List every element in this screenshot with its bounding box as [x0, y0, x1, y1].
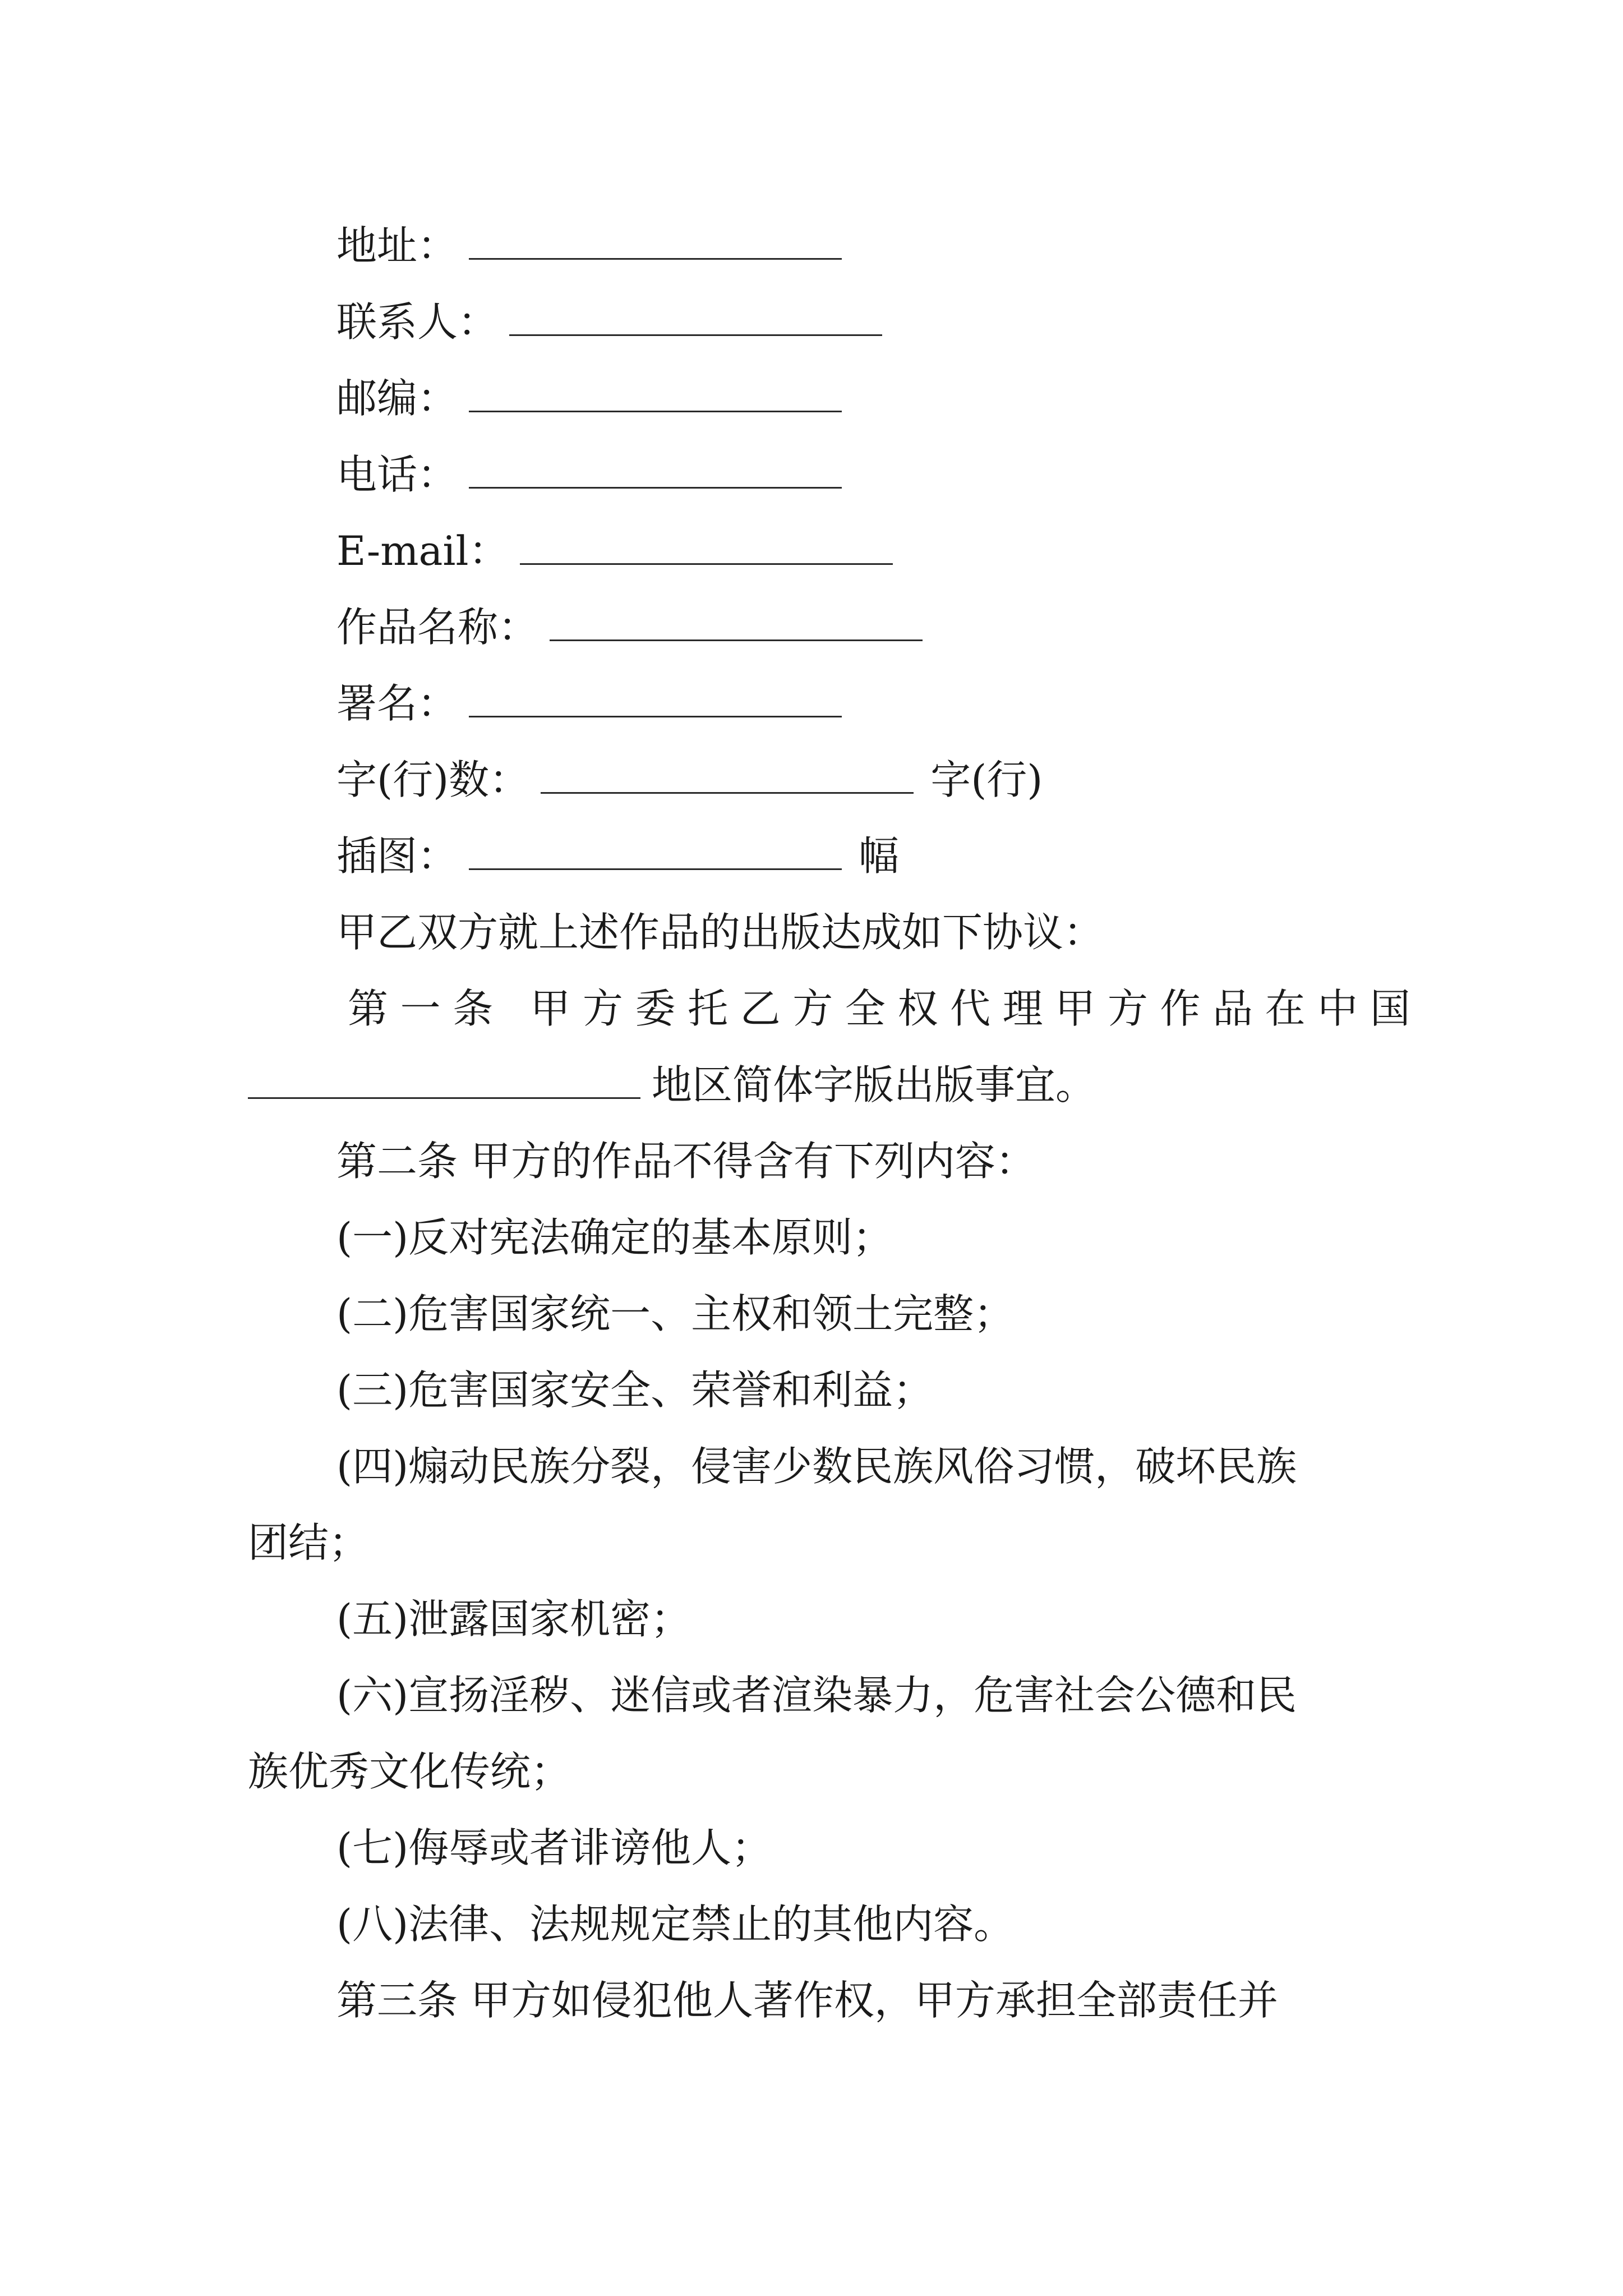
- address-blank[interactable]: [469, 224, 842, 260]
- field-word-count: [336, 754, 1043, 806]
- article-2-item-continued: 团结；: [248, 1519, 370, 1566]
- field-contact: [336, 296, 893, 348]
- field-suffix: 字(行): [930, 756, 1043, 803]
- illustrations-blank[interactable]: [469, 835, 842, 870]
- field-suffix: 幅: [859, 832, 900, 880]
- field-email: [336, 525, 904, 577]
- field-label: 作品名称：: [336, 604, 539, 651]
- article-2-item: (六)宣扬淫秽、迷信或者渲染暴力，危害社会公德和民: [336, 1672, 1297, 1719]
- article-2-item: (五)泄露国家机密；: [336, 1595, 691, 1642]
- article-1-suffix: 地区简体字版出版事宜。: [652, 1061, 1096, 1108]
- phone-blank[interactable]: [469, 453, 842, 489]
- article-1-line-1: 第一条 甲方委托乙方全权代理甲方作品在中国: [348, 985, 1423, 1032]
- article-2-item: (七)侮辱或者诽谤他人；: [336, 1824, 772, 1871]
- article-3-line-1: 第三条 甲方如侵犯他人著作权，甲方承担全部责任并: [336, 1977, 1278, 2024]
- postcode-blank[interactable]: [469, 377, 842, 412]
- field-label: 地址：: [336, 222, 458, 269]
- field-postcode: [336, 372, 853, 424]
- article-2-item-continued: 族优秀文化传统；: [248, 1748, 571, 1795]
- article-2-item: (八)法律、法规规定禁止的其他内容。: [336, 1901, 1015, 1948]
- email-blank[interactable]: [520, 530, 893, 565]
- field-work-title: [336, 601, 934, 653]
- field-illustrations: [336, 830, 899, 882]
- field-label: 联系人：: [336, 298, 499, 346]
- field-byline: [336, 678, 853, 729]
- article-2-item: (四)煽动民族分裂，侵害少数民族风俗习惯，破坏民族: [336, 1443, 1297, 1490]
- region-blank[interactable]: [248, 1064, 640, 1099]
- field-label: 电话：: [336, 451, 458, 498]
- contact-blank[interactable]: [509, 301, 882, 336]
- field-label: 字(行)数：: [336, 756, 530, 803]
- field-address: [336, 220, 853, 272]
- word-count-blank[interactable]: [541, 758, 914, 794]
- agreement-intro: 甲乙双方就上述作品的出版达成如下协议：: [336, 909, 1104, 956]
- byline-blank[interactable]: [469, 682, 842, 717]
- article-2-item: (三)危害国家安全、荣誉和利益；: [336, 1366, 934, 1414]
- field-label: 插图：: [336, 832, 458, 880]
- work-title-blank[interactable]: [550, 606, 923, 641]
- field-phone: [336, 449, 853, 500]
- article-1-line-2: [248, 1059, 1096, 1111]
- article-2-item: (一)反对宪法确定的基本原则；: [336, 1214, 893, 1261]
- field-label: 邮编：: [336, 375, 458, 422]
- field-label: E-mail：: [336, 527, 509, 574]
- article-2-heading: 第二条 甲方的作品不得含有下列内容：: [336, 1138, 1036, 1185]
- field-label: 署名：: [336, 680, 458, 727]
- article-2-item: (二)危害国家统一、主权和领土完整；: [336, 1290, 1015, 1337]
